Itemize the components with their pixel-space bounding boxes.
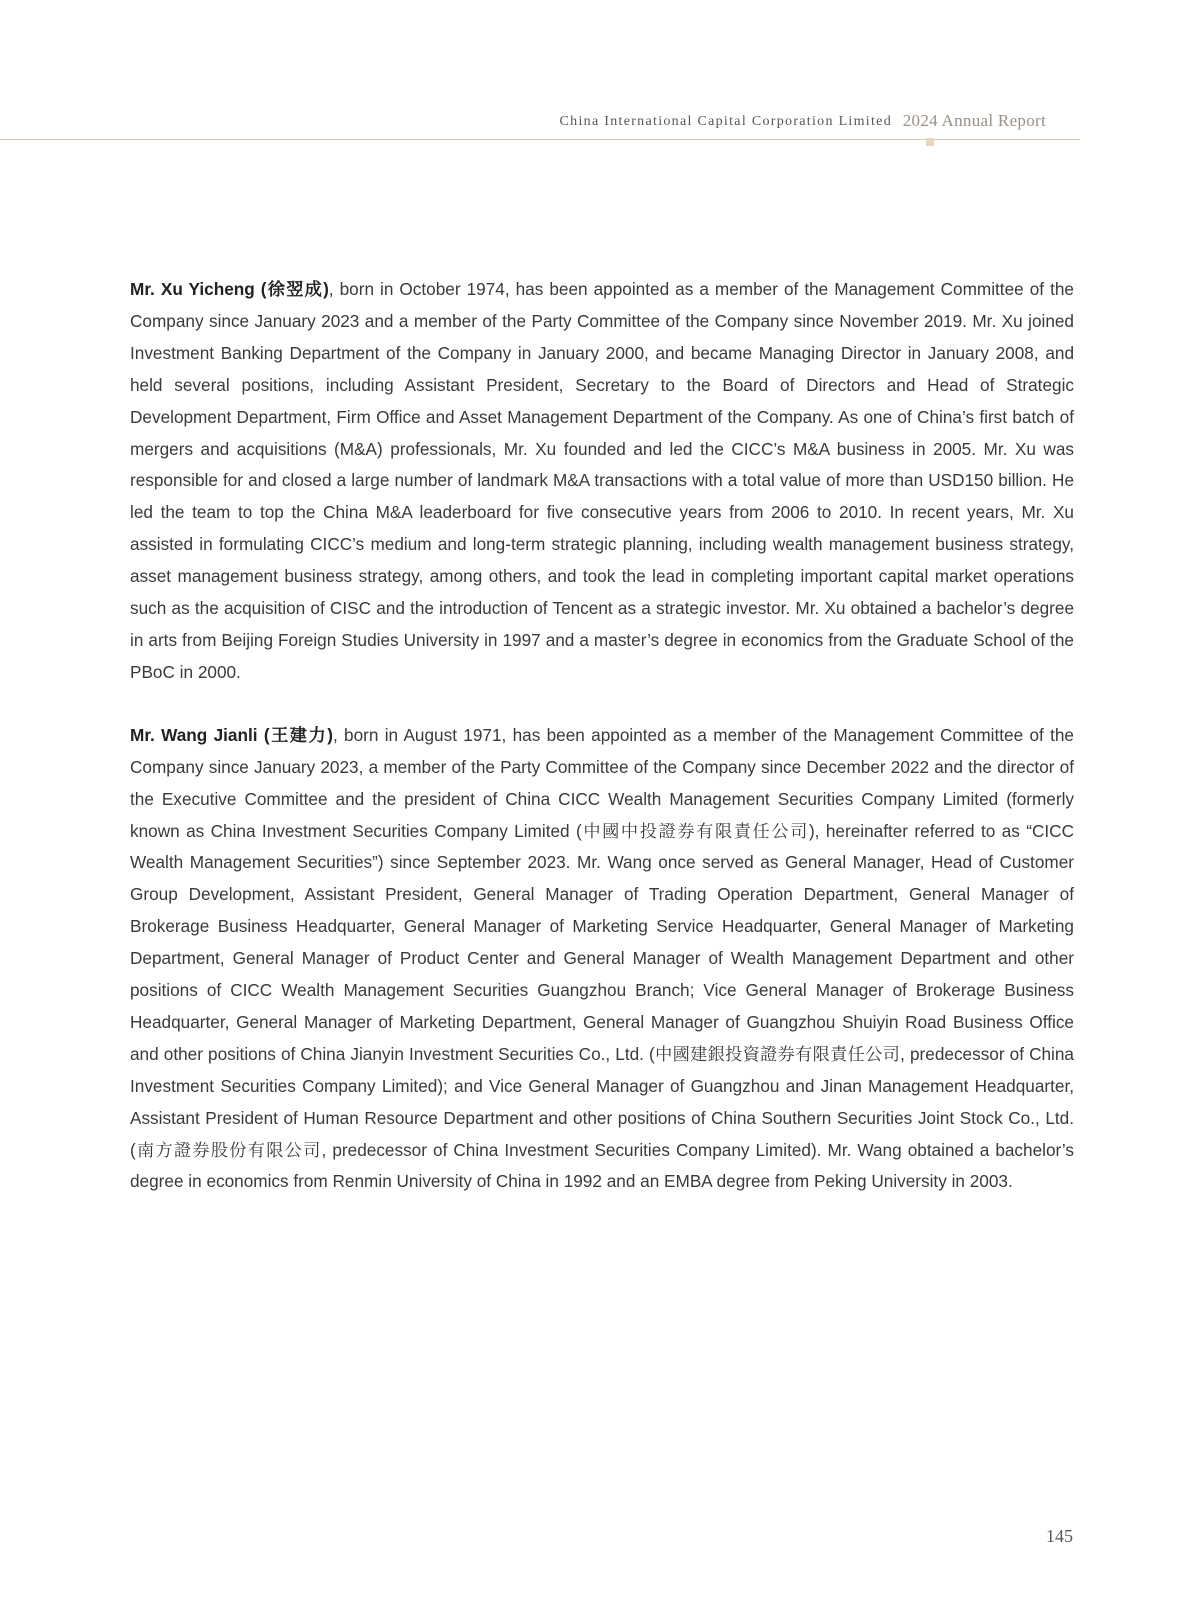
bio-text: , born in August 1971, has been appointed as a member of the Management Committee of the Company since January 2023, a member of the Party Committee of the Company since December 2022 and the director of the Executive Committee and the president of China CICC Wealth Management Securities Company Limited (formerly known as China Investment Securities Company Limited (中國中投證券有限責任公司), hereinafter referred to as “CICC Wealth Management Securities”) since September 2023. Mr. Wang once served as General Manager, Head of Customer Group Development, Assistant President, General Manager of Trading Operation Department, General Manager of Brokerage Business Headquarter, General Manager of Marketing Service Headquarter, General Manager of Marketing Department, General Manager of Product Center and General Manager of Wealth Management Department and other positions of CICC Wealth Management Securities Guangzhou Branch; Vice General Manager of Brokerage Business Headquarter, General Manager of Marketing Department, General Manager of Guangzhou Shuiyin Road Business Office and other positions of China Jianyin Investment Securities Co., Ltd. (中國建銀投資證券有限責任公司, predecessor of China Investment Securities Company Limited); and Vice General Manager of Guangzhou and Jinan Management Headquarter, Assistant President of Human Resource Department and other positions of China Southern Securities Joint Stock Co., Ltd. (南方證券股份有限公司, predecessor of China Investment Securities Company Limited). Mr. Wang obtained a bachelor’s degree in economics from Renmin University of China in 1992 and an EMBA degree from Peking University in 2003. [130, 724, 1074, 1192]
bio-paragraph-wang-jianli [130, 720, 1074, 1199]
bio-name: Mr. Xu Yicheng (徐翌成) [130, 279, 329, 299]
header-divider [0, 139, 1080, 140]
header-marker [926, 138, 934, 146]
main-content [130, 274, 1074, 1229]
page-header [0, 100, 1190, 150]
header-report-title: 2024 Annual Report [902, 111, 1046, 130]
bio-name: Mr. Wang Jianli (王建力) [130, 724, 333, 745]
page-number: 145 [1046, 1526, 1073, 1546]
bio-text: , born in October 1974, has been appointed as a member of the Management Committee of the Company since January 2023 and a member of the Party Committee of the Company since November 2019. Mr. Xu joined Investment Banking Department of the Company in January 2000, and became Managing Director in January 2008, and held several positions, including Assistant President, Secretary to the Board of Directors and Head of Strategic Development Department, Firm Office and Asset Management Department of the Company. As one of China’s first batch of mergers and acquisitions (M&A) professionals, Mr. Xu founded and led the CICC’s M&A business in 2005. Mr. Xu was responsible for and closed a large number of landmark M&A transactions with a total value of more than USD150 billion. He led the team to top the China M&A leaderboard for five consecutive years from 2006 to 2010. In recent years, Mr. Xu assisted in formulating CICC’s medium and long-term strategic planning, including wealth management business strategy, asset management business strategy, among others, and took the lead in completing important capital market operations such as the acquisition of CISC and the introduction of Tencent as a strategic investor. Mr. Xu obtained a bachelor’s degree in arts from Beijing Foreign Studies University in 1997 and a master’s degree in economics from the Graduate School of the PBoC in 2000. [130, 279, 1074, 682]
bio-paragraph-xu-yicheng [130, 274, 1074, 689]
header-company-name: China International Capital Corporation Limited [559, 114, 892, 129]
